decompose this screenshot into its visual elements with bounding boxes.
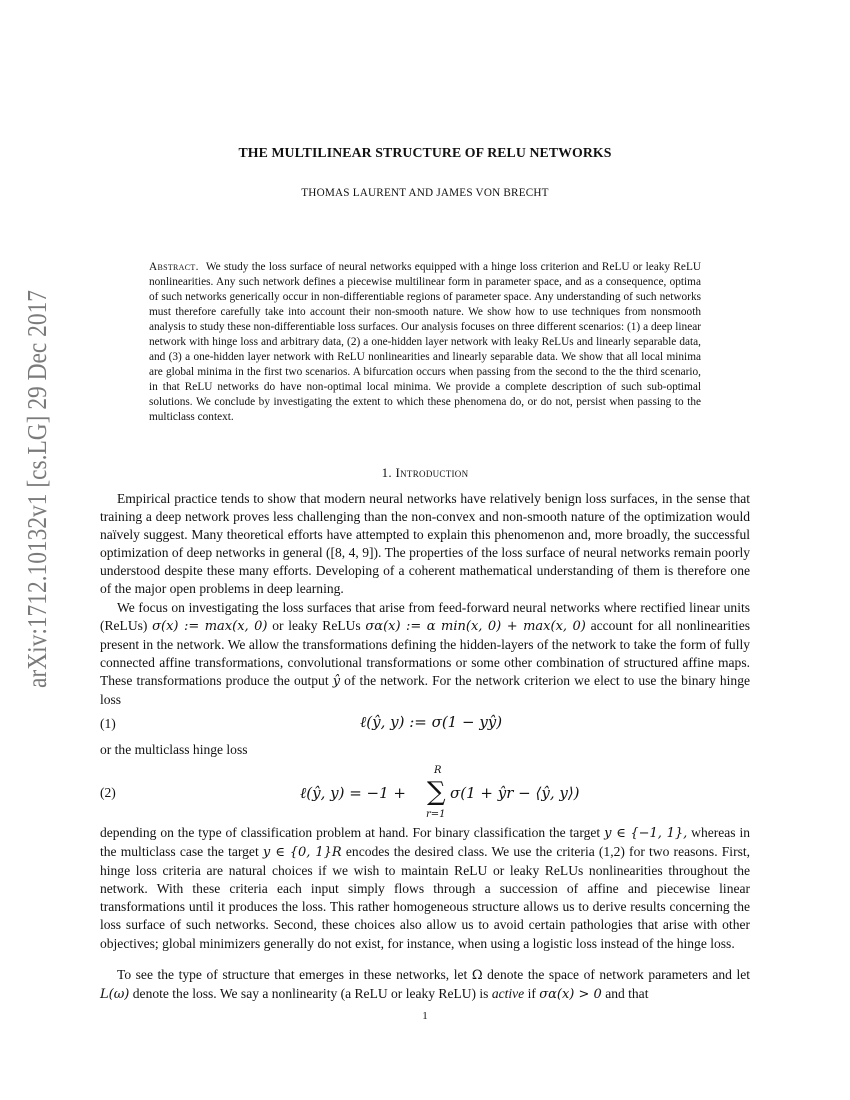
equation-2-lhs: ℓ(ŷ, y) = −1 + bbox=[300, 784, 406, 802]
section-title: Introduction bbox=[395, 465, 469, 480]
paragraph-text: To see the type of structure that emerges in these networks, let bbox=[117, 967, 468, 982]
equation-2-number: (2) bbox=[100, 785, 116, 800]
paragraph-structure bbox=[100, 966, 750, 1004]
active-condition: σα(x) > 0 bbox=[539, 987, 602, 1003]
arxiv-stamp-svg bbox=[22, 290, 52, 690]
output-symbol: ŷ bbox=[332, 674, 341, 690]
section-heading bbox=[100, 465, 750, 481]
equation-2-rhs: σ(1 + ŷr − ⟨ŷ, y⟩) bbox=[450, 784, 580, 802]
page-number: 1 bbox=[422, 1010, 428, 1022]
paragraph-criteria bbox=[100, 824, 750, 953]
abstract-text: We study the loss surface of neural networks equipped with a hinge loss criterion and ReLU or leaky ReLU nonlinearities. Any such network defines a piecewise multilinear form in parameter space, and as a consequence, optima of such networks generically occur in non-differentiable regions of parameter space. Any understanding of such networks must therefore carefully take into account their non-smooth nature. We show how to use techniques from nonsmooth analysis to study these non-differentiable loss surfaces. Our analysis focuses on three different scenarios: (1) a deep linear network with hinge loss and arbitrary data, (2) a one-hidden layer network with leaky ReLUs and linearly separable data, and (3) a one-hidden layer network with ReLU nonlinearities and linearly separable data. We show that all local minima are global minima in the first two scenarios. A bifurcation occurs when passing from the second to the the third scenario, in that ReLU networks do have non-optimal local minima. We provide a complete description of such sub-optimal solutions. We conclude by investigating the extent to which these phenomena do, or do not, persist when passing to the multiclass context. bbox=[149, 261, 702, 423]
paragraph-text: if bbox=[527, 986, 536, 1002]
paragraph-text: denote the loss. We say a nonlinearity (a ReLU or leaky ReLU) is bbox=[132, 986, 489, 1002]
paragraph-text: of the network. For the network criterion we elect to use the binary hinge loss bbox=[100, 673, 750, 708]
equation-2 bbox=[300, 765, 580, 820]
arxiv-stamp-text: arXiv:1712.10132v1 [cs.LG] 29 Dec 2017 bbox=[22, 290, 52, 688]
sum-lower-limit: r=1 bbox=[426, 809, 446, 820]
paragraph-intro: Empirical practice tends to show that modern neural networks have relatively benign loss surfaces, in the sense that training a deep network proves less challenging than the non-convex and non-smooth nature of the optimization would naïvely suggest. Many theoretical efforts have attempted to explain this phenomenon and, more broadly, the successful optimization of deep networks in general ([8, 4, 9]). The properties of the loss surface of neural networks remain poorly understood despite these many efforts. Developing of a coherent mathematical understanding of them is therefore one of the major open problems in deep learning. bbox=[100, 491, 750, 597]
abstract-label: Abstract. bbox=[149, 261, 199, 273]
relu-definition: σ(x) := max(x, 0) bbox=[152, 619, 268, 635]
paragraph-text: depending on the type of classification problem at hand. For binary classification the target bbox=[100, 825, 601, 840]
binary-target: y ∈ {−1, 1}, bbox=[604, 826, 688, 841]
paragraph-text: whereas in the multiclass case the target bbox=[100, 825, 750, 860]
abstract bbox=[149, 260, 701, 425]
paragraph-text: and that bbox=[605, 986, 649, 1002]
multiclass-lead-in: or the multiclass hinge loss bbox=[100, 742, 248, 757]
leaky-relu-definition: σα(x) := α min(x, 0) + max(x, 0) bbox=[365, 619, 586, 635]
paragraph-text: denote the space of network parameters and let bbox=[487, 967, 750, 982]
paragraph-focus bbox=[100, 599, 750, 710]
active-term: active bbox=[491, 986, 525, 1002]
paragraph-text: account for all nonlinearities present in the network. We allow the transformations defining the hidden-layers of the network to take the form of fully connected affine transformations, convolutional transformations or some other combination of structured affine maps. These transformations produce the output bbox=[100, 618, 750, 689]
paragraph-text: encodes the desired class. We use the criteria (1,2) for two reasons. First, hinge loss criteria are natural choices if we wish to maintain ReLU or leaky ReLUs nonlinearities throughout the network. With these criteria each input simply flows through a succession of affine and piecewise linear transformations until it produces the loss. This rather homogeneous structure allows us to derive results concerning the loss surface of such networks. Second, these choices also allow us to avoid certain pathologies that arise with other objectives; global minimizers generally do not exist, for instance, when using a logistic loss instead of the hinge loss. bbox=[100, 844, 750, 951]
arxiv-stamp bbox=[22, 290, 52, 690]
paragraph-text: or leaky ReLUs bbox=[272, 618, 361, 634]
equation-1: ℓ(ŷ, y) := σ(1 − yŷ) bbox=[360, 713, 503, 731]
paper-authors: THOMAS LAURENT AND JAMES VON BRECHT bbox=[301, 187, 549, 199]
paper-title: THE MULTILINEAR STRUCTURE OF RELU NETWORKS bbox=[238, 145, 612, 160]
loss-symbol: L(ω) bbox=[100, 987, 130, 1003]
sum-upper-limit: R bbox=[434, 765, 442, 776]
equation-1-number: (1) bbox=[100, 716, 116, 731]
omega-symbol: Ω bbox=[471, 968, 483, 983]
multiclass-target: y ∈ {0, 1}R bbox=[262, 845, 342, 861]
section-number: 1. bbox=[381, 465, 392, 480]
summation-symbol: ∑ bbox=[427, 777, 446, 807]
paragraph-text: We focus on investigating the loss surfaces that arise from feed-forward neural networks where rectified linear units (ReLUs) bbox=[100, 600, 750, 634]
